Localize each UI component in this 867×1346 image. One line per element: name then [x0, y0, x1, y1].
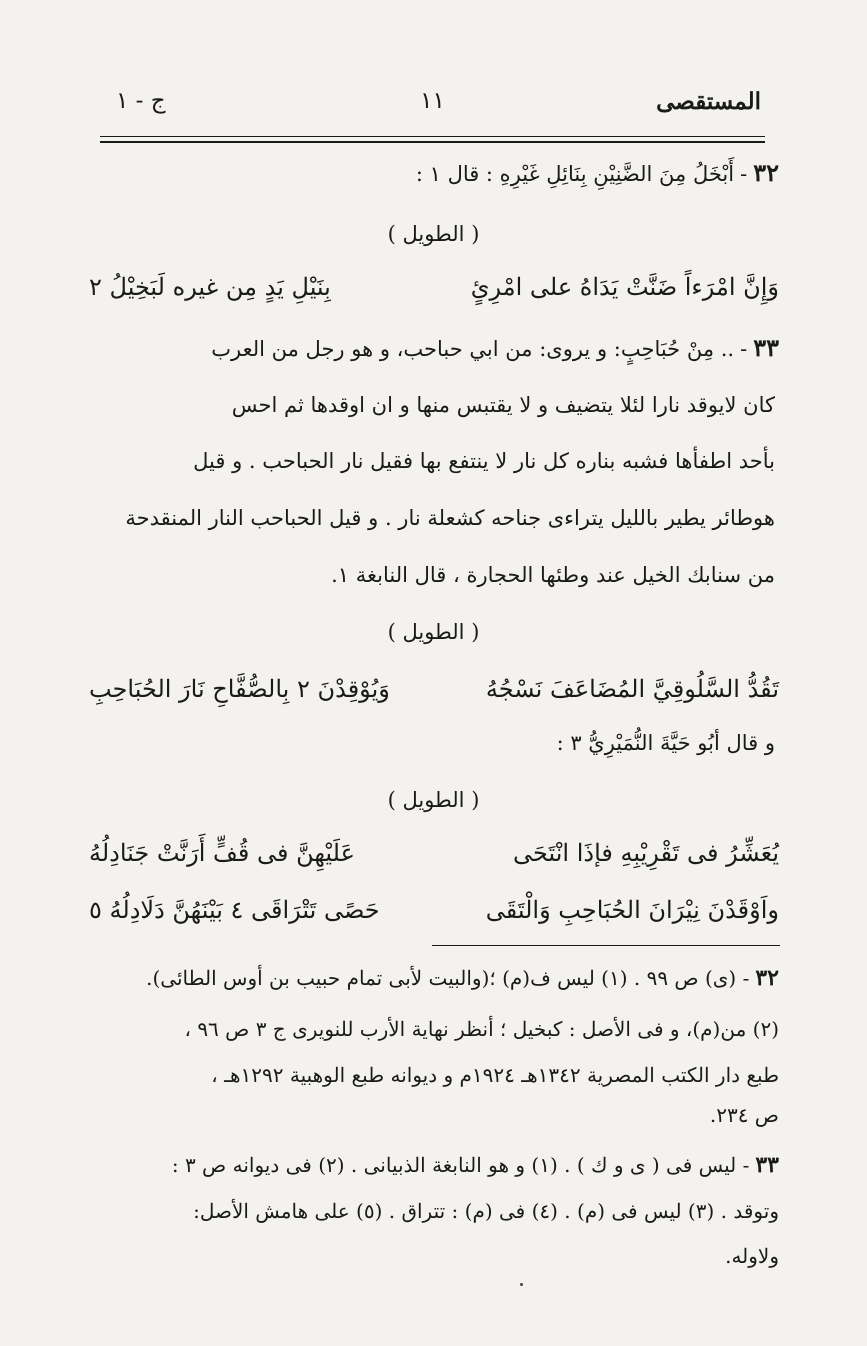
footnote-number: ٣٣ — [755, 1152, 779, 1178]
body-line: كان لايوقد نارا لئلا يتضيف و لا يقتبس منها و ان اوقدها ثم احس — [231, 393, 775, 417]
verse-second-hemistich: بِنَيْلِ يَدٍ مِن غيره لَبَخِيْلُ ٢ — [89, 273, 331, 301]
entry-32-text: أَبْخَلُ مِنَ الضَّنِيْنِ بِنَائِلِ غَيْرِهِ : قال ١ : — [415, 162, 735, 186]
verse-line — [89, 672, 779, 706]
entry-33-text: .. مِنْ حُبَاحِبٍ: و يروى: من ابي حباحب، و هو رجل من العرب — [211, 337, 735, 361]
entry-33-heading: ٣٣-.. مِنْ حُبَاحِبٍ: و يروى: من ابي حباحب، و هو رجل من العرب — [211, 333, 779, 362]
meter-label: ( الطويل ) — [387, 620, 480, 644]
verse-first-hemistich: تَقُدُّ السَّلُوقِيَّ المُضَاعَفَ نَسْجُهُ — [485, 675, 779, 703]
volume-label: ج - ١ — [116, 88, 166, 114]
meter-label: ( الطويل ) — [387, 222, 480, 246]
entry-32-heading: ٣٢-أَبْخَلُ مِنَ الضَّنِيْنِ بِنَائِلِ غَيْرِهِ : قال ١ : — [415, 158, 779, 187]
verse-line — [89, 893, 779, 927]
book-title: المستقصى — [656, 88, 761, 115]
verse-line — [89, 836, 779, 870]
footnote-line: وتوقد . (٣) ليس فى (م) . (٤) فى (م) : تتراق . (٥) على هامش الأصل: — [193, 1199, 779, 1223]
verse-first-hemistich: يُعَشِّرُ فى تَقْرِيْبِهِ فإذَا انْتَحَى — [513, 839, 779, 867]
header-rule-bottom — [100, 141, 765, 143]
footnote-number: ٣٢ — [755, 965, 779, 991]
footnote-line: ص ٢٣٤. — [709, 1103, 779, 1127]
verse-second-hemistich: عَلَيْهِنَّ فى قُفٍّ أَرَنَّتْ جَنَادِلُهُ — [89, 839, 355, 867]
page-number: ١١ — [420, 88, 445, 114]
verse-first-hemistich: وَإِنَّ امْرَءاً ضَنَّتْ يَدَاهُ على امْرِئٍ — [470, 273, 779, 301]
verse-first-hemistich: واَوْقَدْنَ نِيْرَانَ الحُبَاحِبِ وَالْتَقَى — [485, 896, 779, 924]
stray-mark — [520, 1283, 523, 1286]
footnote-32-line: ٣٢- (ى) ص ٩٩ . (١) ليس ف(م) ؛(والبيت لأبى تمام حبيب بن أوس الطائى). — [146, 965, 779, 991]
footnote-line: طبع دار الكتب المصرية ١٣٤٢هـ ١٩٢٤م و ديوانه طبع الوهبية ١٢٩٢هـ ، — [211, 1063, 779, 1087]
footnote-line: ولاوله. — [725, 1244, 779, 1268]
footnote-33-line: ٣٣- ليس فى ( ى و ك ) . (١) و هو النابغة الذبيانى . (٢) فى ديوانه ص ٣ : — [171, 1152, 779, 1178]
header-rule-top — [100, 136, 765, 137]
page-header — [100, 84, 765, 124]
verse-line — [89, 270, 779, 304]
footnote-line: (٢) من(م)، و فى الأصل : كبخيل ؛ أنظر نهاية الأرب للنويرى ج ٣ ص ٩٦ ، — [184, 1017, 779, 1041]
body-line: هوطائر يطير بالليل يتراءى جناحه كشعلة نار . و قيل الحباحب النار المنقدحة — [125, 506, 775, 530]
body-line: و قال أبُو حَيَّةَ النُّمَيْرِيُّ ٣ : — [556, 731, 775, 755]
entry-number: ٣٣ — [753, 333, 779, 362]
verse-second-hemistich: وَيُوْقِدْنَ ٢ بِالصُّفَّاحِ نَارَ الحُبَاحِبِ — [89, 675, 390, 703]
body-line: بأحد اطفأها فشبه بناره كل نار لا ينتفع بها فقيل نار الحباحب . و قيل — [193, 449, 775, 473]
footnote-separator — [432, 945, 780, 946]
body-line: من سنابك الخيل عند وطئها الحجارة ، قال النابغة ١. — [331, 563, 775, 587]
entry-number: ٣٢ — [753, 158, 779, 187]
meter-label: ( الطويل ) — [387, 788, 480, 812]
verse-second-hemistich: حَصًى تَتْرَاقَى ٤ بَيْنَهُنَّ دَلَادِلُهُ ٥ — [89, 896, 380, 924]
